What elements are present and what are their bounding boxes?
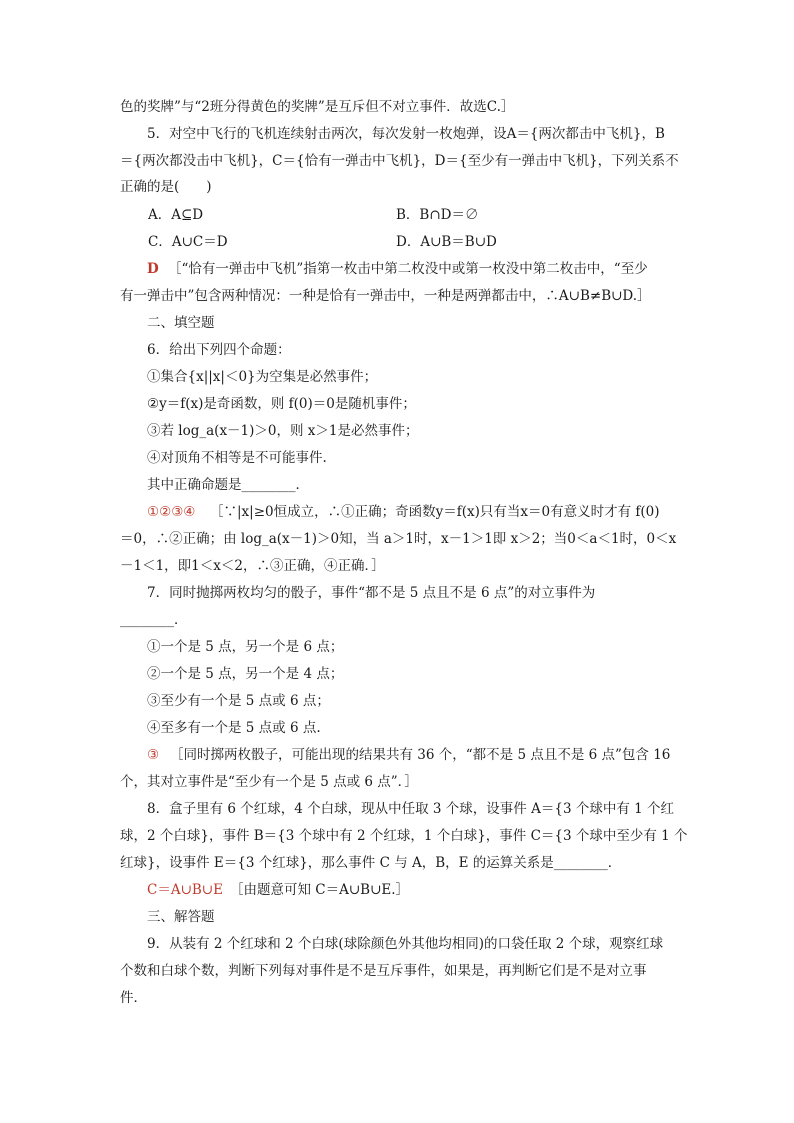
option-c: C．A∪C＝D [148, 234, 228, 250]
choice-4: ④至多有一个是 5 点或 6 点. [147, 720, 321, 736]
option-d: D．A∪B＝B∪D [396, 234, 497, 250]
answer-label: ①②③④ [147, 504, 196, 520]
text-line: 红球}，设事件 E＝{3 个红球}，那么事件 C 与 A，B，E 的运算关系是________． [120, 855, 622, 871]
explanation-line: ＝0，∴②正确；由 log_a(x－1)＞0知，当 a＞1时，x－1＞1即 x＞2；当0＜a＜1时，0＜x [120, 531, 677, 547]
section-heading: 三、解答题 [147, 909, 215, 925]
choice-3: ③至少有一个是 5 点或 6 点； [147, 693, 330, 709]
choice-2: ②一个是 5 点，另一个是 4 点； [147, 666, 344, 682]
explanation-line: ［由题意可知 C＝A∪B∪E.］ [230, 882, 410, 898]
text-line: ＝{两次都没击中飞机}，C＝{恰有一弹击中飞机}，D＝{至少有一弹击中飞机}，下列关系不 [120, 153, 679, 169]
section-heading: 二、填空题 [147, 315, 215, 331]
text-line: 个数和白球个数，判断下列每对事件是不是互斥事件，如果是，再判断它们是不是对立事 [120, 963, 647, 979]
option-a: A．A⊆D [148, 207, 204, 223]
blank-line: 其中正确命题是________． [147, 477, 309, 493]
proposition-1: ①集合{x||x|＜0}为空集是必然事件； [147, 369, 378, 385]
question-5-line: 5．对空中飞行的飞机连续射击两次，每次发射一枚炮弹，设A＝{两次都击中飞机}，B [147, 126, 665, 142]
text-line: 色的奖牌”与“2班分得黄色的奖牌”是互斥但不对立事件．故选C.］ [120, 99, 515, 115]
question-8-line: 8．盒子里有 6 个红球，4 个白球，现从中任取 3 个球，设事件 A＝{3 个球中有 1 个红 [147, 801, 674, 817]
text-line: 球，2 个白球}，事件 B＝{3 个球中有 2 个红球，1 个白球}，事件 C＝{3 个球中至少有 1 个 [120, 828, 688, 844]
question-7-line: 7．同时抛掷两枚均匀的骰子，事件“都不是 5 点且不是 6 点”的对立事件为 [147, 585, 596, 601]
answer-label: C＝A∪B∪E [147, 882, 223, 898]
question-9-line: 9．从装有 2 个红球和 2 个白球(球除颜色外其他均相同)的口袋任取 2 个球，观察红球 [147, 936, 664, 952]
explanation-line: ［同时掷两枚骰子，可能出现的结果共有 36 个，“都不是 5 点且不是 6 点”包含 16 [170, 747, 671, 763]
question-6-line: 6．给出下列四个命题： [147, 342, 291, 358]
explanation-line: 个，其对立事件是“至少有一个是 5 点或 6 点”．］ [120, 774, 418, 790]
proposition-2: ②y＝f(x)是奇函数，则 f(0)＝0是随机事件； [147, 396, 416, 412]
explanation-line: ［∵|x|≥0恒成立，∴①正确；奇函数y＝f(x)只有当x＝0有意义时才有 f(0) [210, 504, 660, 520]
text-line: 件． [120, 990, 147, 1006]
answer-label: ③ [147, 747, 160, 763]
proposition-4: ④对顶角不相等是不可能事件. [147, 450, 327, 466]
answer-label: D [147, 261, 159, 277]
explanation-line: 有一弹击中”包含两种情况：一种是恰有一弹击中，一种是两弹都击中，∴A∪B≠B∪D.］ [120, 288, 651, 304]
option-b: B．B∩D＝∅ [396, 207, 479, 223]
proposition-3: ③若 log_a(x－1)＞0，则 x＞1是必然事件； [147, 423, 419, 439]
blank-line: ________． [120, 612, 188, 628]
explanation-line: －1＜1，即1＜x＜2，∴③正确，④正确．］ [120, 558, 385, 574]
explanation-line: ［“恰有一弹击中飞机”指第一枚击中第二枚没中或第一枚没中第二枚击中，“至少 [168, 261, 648, 277]
text-line: 正确的是( ) [120, 179, 212, 195]
choice-1: ①一个是 5 点，另一个是 6 点； [147, 639, 344, 655]
